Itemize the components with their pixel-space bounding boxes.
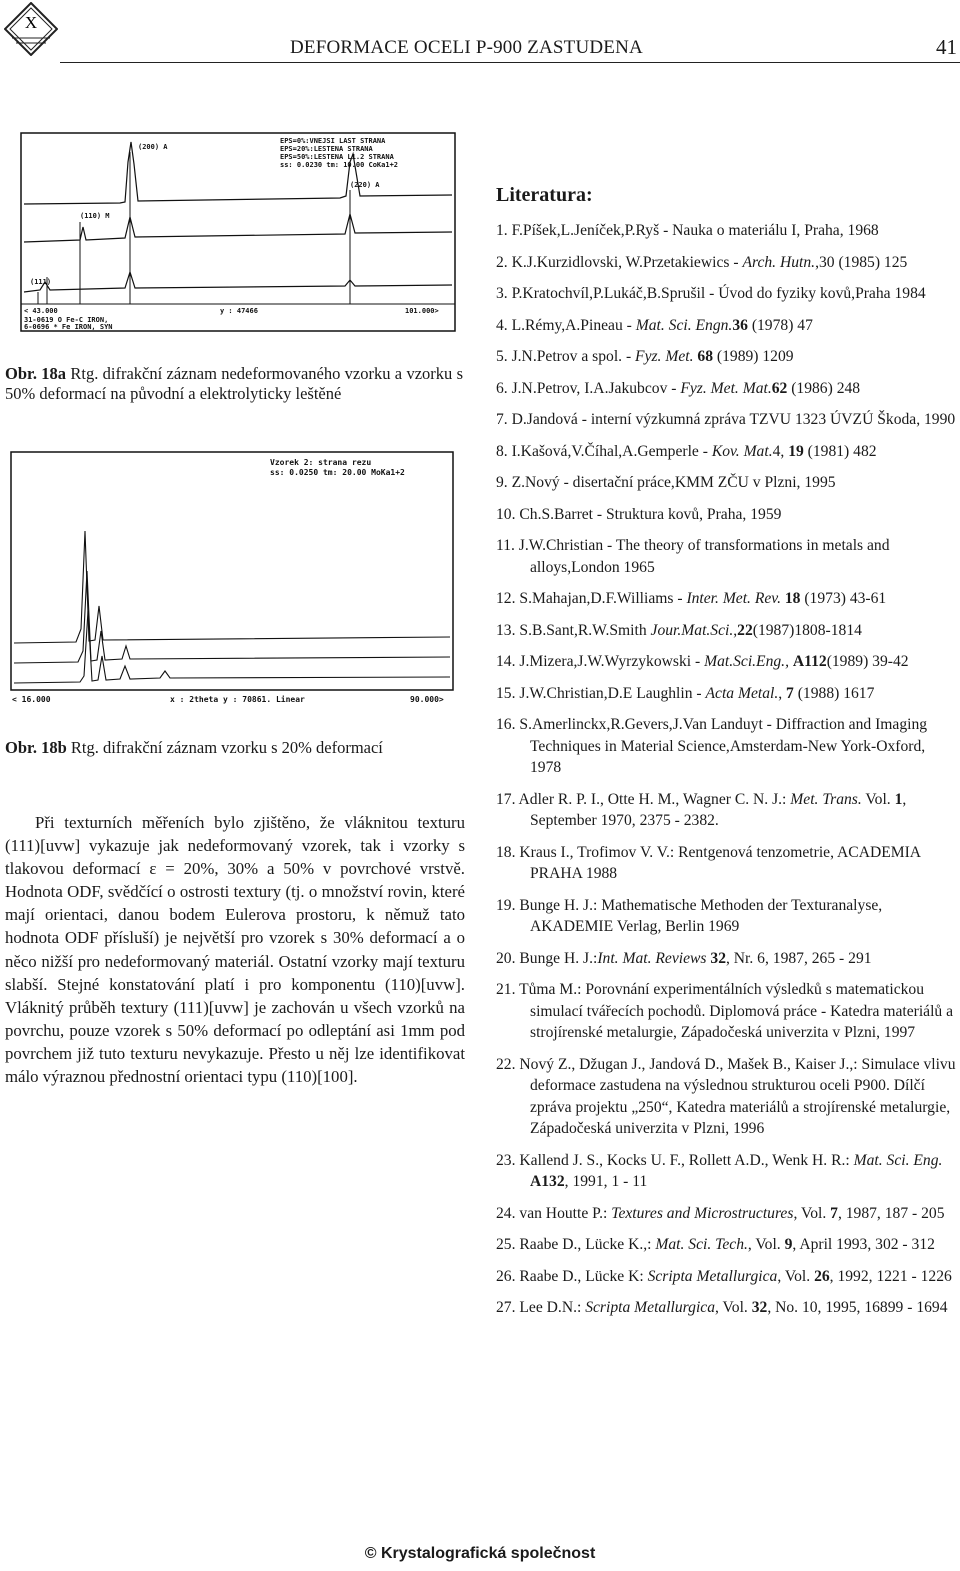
- reference-text: 26. Raabe D., Lücke K:: [496, 1267, 648, 1285]
- reference-text: 62: [771, 379, 788, 397]
- figure-18a-caption: [5, 364, 463, 404]
- running-header-title: DEFORMACE OCELI P-900 ZASTUDENA: [290, 37, 643, 58]
- reference-item: [496, 588, 956, 610]
- reference-text: Scripta Metallurgica: [647, 1267, 778, 1285]
- figure-18a-plot: [20, 132, 456, 332]
- copyright-symbol: ©: [364, 1545, 377, 1562]
- fig18b-trace-2: [14, 571, 450, 663]
- reference-text: 21. Tůma M.: Porovnání experimentálních výsledků s matematickou simulací tvářecích pochodů. Diplomová práce - Katedra materiálů a strojírenské metalurgie, Západočeská univerzita v Plzni, 1997: [496, 981, 954, 1041]
- reference-text: 9. Z.Nový - disertační práce,KMM ZČU v Plzni, 1995: [496, 474, 836, 491]
- fig18a-trace-bottom: [24, 272, 452, 292]
- reference-text: 1. F.Píšek,L.Jeníček,P.Ryš - Nauka o materiálu I, Praha, 1968: [496, 222, 879, 239]
- reference-text: 17. Adler R. P. I., Otte H. M., Wagner C. N. J.:: [496, 790, 791, 808]
- reference-item: [496, 472, 956, 494]
- reference-item: [496, 1234, 956, 1256]
- reference-text: ,: [733, 621, 738, 639]
- literature-title: Literatura:: [496, 184, 593, 206]
- reference-item: [496, 895, 956, 938]
- reference-item: [496, 683, 956, 705]
- fig18a-peak-label: (220) A: [350, 181, 380, 189]
- reference-text: 16. S.Amerlinckx,R.Gevers,J.Van Landuyt - Diffraction and Imaging Techniques in Material Science,Amsterdam-New York-Oxford, 1978: [496, 716, 928, 776]
- reference-item: [496, 504, 956, 526]
- reference-item: [496, 789, 956, 832]
- figure-18b-plot: [10, 451, 454, 707]
- reference-text: 68: [697, 348, 714, 365]
- reference-text: Inter. Met. Rev.: [686, 590, 781, 607]
- reference-text: 25. Raabe D., Lücke K.,:: [496, 1236, 656, 1253]
- reference-text: 27. Lee D.N.:: [496, 1299, 586, 1316]
- reference-text: 7: [786, 684, 794, 702]
- reference-text: , Vol.: [747, 1236, 785, 1253]
- figure-18b-caption: [5, 738, 463, 758]
- reference-text: 10. Ch.S.Barret - Struktura kovů, Praha, 1959: [496, 505, 782, 523]
- reference-text: , 1992, 1221 - 1226: [829, 1267, 952, 1285]
- reference-text: , Vol.: [793, 1204, 831, 1222]
- reference-text: 20. Bunge H. J.:: [496, 949, 598, 967]
- fig18b-axis-middle: x : 2theta y : 70861. Linear: [170, 695, 305, 704]
- reference-text: Kov. Mat.: [711, 442, 773, 460]
- reference-item: [496, 651, 956, 673]
- reference-text: 11. J.W.Christian - The theory of transformations in metals and alloys,London 1965: [496, 537, 890, 576]
- reference-text: 7: [830, 1204, 838, 1222]
- reference-text: Int. Mat. Reviews: [597, 949, 707, 967]
- reference-text: 14. J.Mizera,J.W.Wyrzykowski -: [496, 653, 705, 670]
- reference-text: Acta Metal.: [705, 684, 779, 702]
- header-rule: [60, 62, 960, 63]
- figure-18b-caption-label: Obr. 18b: [5, 738, 67, 757]
- reference-text: (1989) 1209: [713, 348, 794, 365]
- fig18a-header-line: EPS=0%:VNEJSI LAST STRANA: [280, 137, 386, 145]
- reference-text: 3. P.Kratochvíl,P.Lukáč,B.Sprušil - Úvod do fyziky kovů,Praha 1984: [496, 285, 926, 302]
- reference-text: 18. Kraus I., Trofimov V. V.: Rentgenová tenzometrie, ACADEMIA PRAHA 1988: [496, 843, 921, 882]
- reference-item: [496, 378, 956, 400]
- reference-text: 9: [784, 1236, 793, 1253]
- reference-text: 23. Kallend J. S., Kocks U. F., Rollett A.D., Wenk H. R.:: [496, 1151, 854, 1169]
- reference-text: 18: [784, 590, 801, 607]
- reference-text: ,: [778, 684, 787, 702]
- reference-text: A112: [792, 653, 827, 670]
- reference-text: Met. Trans.: [790, 790, 862, 808]
- reference-text: 2. K.J.Kurzidlovski, W.Przetakiewics -: [496, 253, 743, 271]
- fig18a-peak-label: (111): [30, 278, 52, 286]
- reference-text: ,30 (1985) 125: [815, 253, 908, 271]
- reference-text: Arch. Hutn.: [742, 253, 816, 271]
- reference-item: [496, 1203, 956, 1225]
- reference-text: (1981) 482: [803, 442, 877, 460]
- logo-letter: X: [24, 13, 38, 32]
- reference-text: Vol.: [861, 790, 895, 808]
- fig18b-axis-left: < 16.000: [12, 695, 51, 704]
- fig18b-axis-right: 90.000>: [410, 695, 444, 704]
- fig18a-axis-right: 101.000>: [405, 307, 439, 315]
- reference-text: 8. I.Kašová,V.Číhal,A.Gemperle -: [496, 442, 712, 460]
- reference-text: , September 1970, 2375 - 2382.: [530, 790, 907, 829]
- reference-item: [496, 842, 956, 885]
- reference-text: , 1991, 1 - 11: [564, 1173, 648, 1190]
- reference-text: 15. J.W.Christian,D.E Laughlin -: [496, 684, 706, 702]
- reference-item: [496, 441, 956, 463]
- reference-text: Textures and Microstructures: [611, 1204, 794, 1222]
- reference-text: , Vol.: [777, 1267, 815, 1285]
- reference-item: [496, 1054, 956, 1140]
- reference-text: 13. S.B.Sant,R.W.Smith: [496, 621, 651, 639]
- reference-item: [496, 1150, 956, 1193]
- body-paragraph: [5, 811, 465, 1088]
- page-number: 41: [936, 35, 957, 59]
- reference-text: 22. Nový Z., Džugan J., Jandová D., Mašek B., Kaiser J.,: Simulace vlivu deformace zastudena na výslednou strukturou oceli P900. Dílčí zpráva projektu „250“, Katedra materiálů a strojírenské metalurgie, Západočeská univerzita v Plzni, 1996: [496, 1055, 956, 1137]
- reference-text: 4,: [772, 442, 789, 460]
- reference-text: Scripta Metallurgica: [585, 1299, 716, 1316]
- reference-item: [496, 1297, 956, 1319]
- body-paragraph-text: Při texturních měřeních bylo zjištěno, že vláknitou texturu (111)[uvw] vykazuje jak nedeformovaný vzorek, tak i vzorky s tlakovou deformací ε = 20%, 30% a 50% v povrchové vrstvě. Hodnota ODF, svědčící o ostrosti textury (tj. o množství rovin, které mají orientaci, danou bodem Eulerova prostoru, k němuž tato hodnota ODF přísluší) je největší pro vzorek s 30% deformací a o něco nižší pro nedeformovaný materiál. Ostatní vzorky mají texturu slabší. Stejné konstatování platí i pro komponentu (110)[uvw]. Vláknitý průběh textury (111)[uvw] je zachován u všech vzorků na povrchu, pouze vzorek s 50% deformací po odleptání asi 1mm pod povrchem již tuto texturu nevykazuje. Přesto u něj lze identifikovat málo výraznou přednostní orientaci typu (110)[100].: [5, 813, 465, 1087]
- fig18b-header-line: Vzorek 2: strana rezu: [270, 458, 372, 467]
- reference-text: 36: [732, 316, 748, 334]
- reference-text: Fyz. Met. Mat.: [680, 379, 772, 397]
- reference-list: [496, 220, 956, 1329]
- reference-text: 26: [814, 1267, 830, 1285]
- figure-18a-caption-text: Rtg. difrakční záznam nedeformovaného vzorku a vzorku s 50% deformací na původní a elektrolyticky leštěné: [5, 364, 464, 403]
- reference-text: A132: [530, 1173, 565, 1190]
- fig18b-header-line: ss: 0.0250 tm: 20.00 MoKa1+2: [270, 468, 405, 477]
- reference-text: 32: [710, 949, 726, 967]
- reference-item: [496, 315, 956, 337]
- fig18b-trace-3: [14, 531, 450, 643]
- reference-item: [496, 620, 956, 642]
- reference-text: 5. J.N.Petrov a spol. -: [496, 348, 636, 365]
- reference-text: 19: [788, 442, 804, 460]
- reference-text: 22: [737, 621, 753, 639]
- footer-text: Krystalografická společnost: [380, 1545, 596, 1562]
- reference-item: [496, 714, 956, 779]
- reference-item: [496, 409, 956, 431]
- reference-text: Fyz. Met.: [635, 348, 694, 365]
- fig18a-header-line: EPS=50%:LESTENA L1.2 STRANA: [280, 153, 394, 161]
- fig18a-peak-label: (110) M: [80, 212, 110, 220]
- reference-text: Mat. Sci. Tech.: [655, 1236, 748, 1253]
- reference-item: [496, 252, 956, 274]
- reference-item: [496, 346, 956, 368]
- reference-text: Mat. Sci. Engn.: [635, 316, 733, 334]
- reference-text: 24. van Houtte P.:: [496, 1204, 612, 1222]
- reference-text: 32: [751, 1299, 768, 1316]
- figure-18a-caption-label: Obr. 18a: [5, 364, 67, 383]
- reference-text: Mat. Sci. Eng.: [853, 1151, 943, 1169]
- fig18a-peak-label: (200) A: [138, 143, 168, 151]
- reference-text: (1987)1808-1814: [752, 621, 862, 639]
- reference-text: (1978) 47: [747, 316, 813, 334]
- reference-text: 6. J.N.Petrov, I.A.Jakubcov -: [496, 379, 681, 397]
- reference-item: [496, 1266, 956, 1288]
- fig18a-header-line: EPS=20%:LESTENA STRANA: [280, 145, 373, 153]
- reference-text: 12. S.Mahajan,D.F.Williams -: [496, 590, 687, 607]
- fig18a-trace-top: [24, 142, 452, 204]
- fig18a-id-line: 6-0696 * Fe IRON, SYN: [24, 323, 113, 331]
- fig18a-axis-left: < 43.000: [24, 307, 58, 315]
- reference-text: Jour.Mat.Sci.: [650, 621, 734, 639]
- fig18a-id-line: 31-0619 O Fe-C IRON,: [24, 316, 109, 324]
- reference-item: [496, 220, 956, 242]
- reference-item: [496, 283, 956, 305]
- reference-text: 7. D.Jandová - interní výzkumná zpráva TZVU 1323 ÚVZÚ Škoda, 1990: [496, 411, 956, 428]
- reference-text: 19. Bunge H. J.: Mathematische Methoden der Texturanalyse, AKADEMIE Verlag, Berlin 1969: [496, 896, 883, 935]
- reference-text: , No. 10, 1995, 16899 - 1694: [767, 1299, 948, 1316]
- reference-text: (1988) 1617: [793, 684, 875, 702]
- reference-text: (1973) 43-61: [800, 590, 887, 607]
- footer: [0, 1545, 960, 1563]
- reference-text: Mat.Sci.Eng.,: [704, 653, 789, 670]
- fig18a-axis-middle: y : 47466: [220, 307, 258, 315]
- reference-item: [496, 948, 956, 970]
- society-logo: [4, 2, 58, 56]
- reference-text: , Vol.: [715, 1299, 752, 1316]
- figure-18b-caption-text: Rtg. difrakční záznam vzorku s 20% deformací: [70, 738, 383, 757]
- fig18a-header-line: ss: 0.0230 tm: 10.00 CoKa1+2: [280, 161, 399, 169]
- fig18b-trace-1: [14, 611, 450, 683]
- reference-text: (1989) 39-42: [826, 653, 909, 670]
- reference-text: 4. L.Rémy,A.Pineau -: [496, 316, 636, 334]
- reference-item: [496, 979, 956, 1044]
- reference-text: , 1987, 187 - 205: [837, 1204, 945, 1222]
- reference-text: , April 1993, 302 - 312: [792, 1236, 935, 1253]
- reference-text: , Nr. 6, 1987, 265 - 291: [726, 949, 872, 967]
- reference-item: [496, 535, 956, 578]
- reference-text: 1: [894, 790, 903, 808]
- reference-text: (1986) 248: [787, 379, 861, 397]
